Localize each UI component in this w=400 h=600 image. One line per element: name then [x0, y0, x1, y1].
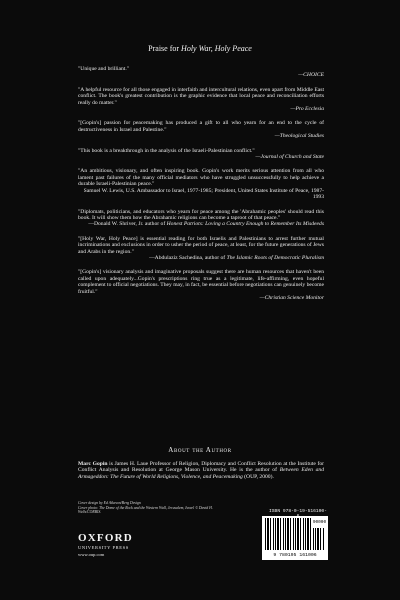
publisher-press: UNIVERSITY PRESS — [78, 545, 129, 550]
praise-heading-prefix: Praise for — [148, 44, 182, 53]
quote-attribution — [78, 255, 324, 261]
publisher-name: OXFORD — [78, 532, 133, 544]
quote-attribution: —CHOICE — [298, 72, 324, 79]
quote-attribution-author: —Donald W. Shriver, Jr. author of — [88, 221, 167, 228]
quote-text: "[Gopin's] passion for peacemaking has produced a gift to all who yearn for an end to the cycle of destructiveness in Israel and Palestine." — [78, 120, 324, 133]
quote — [78, 87, 324, 113]
barcode-number: 9 780195 161006 — [273, 553, 317, 558]
quote-attribution — [78, 221, 324, 227]
quote — [78, 269, 324, 301]
quote-attribution: —Pro Ecclesia — [290, 106, 324, 113]
quote-attribution: —Christian Science Monitor — [259, 294, 324, 301]
cover-design-credit: Cover design by Ed Atkeson/Berg Design — [78, 501, 141, 505]
publisher-logo — [78, 532, 158, 557]
quote — [78, 209, 324, 228]
praise-heading-title: Holy War, Holy Peace — [181, 44, 252, 53]
isbn-label: ISBN 978-0-19-516100- — [269, 509, 327, 514]
quote-attribution: —Journal of Church and State — [255, 154, 324, 161]
quote-attribution-book: The Islamic Roots of Democratic Pluralism — [226, 254, 324, 261]
publisher-url[interactable]: www.oup.com — [78, 552, 105, 557]
praise-quotes — [78, 66, 324, 309]
quote-attribution: —Theological Studies — [274, 133, 324, 140]
about-author-heading: About the Author — [168, 446, 232, 454]
quote-text: "This book is a breakthrough in the analysis of the Israeli-Palestinian conflict." — [78, 147, 255, 154]
quote-text: "A helpful resource for all those engaged in interfaith and intercultural relations, even apart from Middle East conflict. The book's greatest contribution is the graphic evidence that local peace and reconciliation efforts really do matter." — [78, 86, 324, 106]
author-name: Marc Gopin — [78, 461, 108, 467]
praise-heading — [0, 44, 400, 53]
quote — [78, 236, 324, 262]
quote-attribution: Samuel W. Lewis, U.S. Ambassador to Israel, 1977-1985; President, United States Institute of Peace, 1987-1993 — [83, 187, 324, 201]
quote-text: "An ambitious, visionary, and often inspiring book. Gopin's work merits serious attention from all who lament past failures of the many official mediators who have struggled unsuccessfully to help achieve a durable Israeli-Palestinian peace." — [78, 168, 324, 188]
quote-text: "[Gopin's] visionary analysis and imaginative proposals suggest there are human resources that haven't been called upon adequately...Gopin's prescriptions ring true as a legitimate, life-affirming, even hopeful complement to official negotiations. They may, in fact, be essential before negotiations can genuinely become fruitful." — [78, 269, 324, 295]
cover-credits — [78, 501, 228, 515]
quote-text: "Diplomats, politicians, and educators who yearn for peace among the 'Abrahamic peoples' should read this book. It will show them how the Abrahamic religions can become a taproot of that peace." — [78, 208, 324, 221]
quote — [78, 120, 324, 139]
quote-text: "Unique and brilliant." — [78, 66, 130, 72]
about-author-text — [78, 461, 324, 480]
quote — [78, 168, 324, 200]
quote-attribution-author: —Abdulaziz Sachedina, author of — [149, 254, 227, 261]
price-code: 90000 — [312, 518, 327, 528]
author-bio: is James H. Laue Professor of Religion, Diplomacy and Conflict Resolution at the Institute for Conflict Analysis and Resolution at George Mason University. He is the author of — [78, 461, 325, 474]
quote — [78, 148, 324, 161]
author-book-title: Between Eden and Armageddon: The Future of World Religions, Violence, and Peacemaking — [78, 467, 324, 480]
cover-photo-credit: Cover photo: The Dome of the Rock and the Western Wall, Jerusalem, Israel © David H. Wells/CORBIS. — [78, 505, 213, 515]
quote-text: "[Holy War, Holy Peace] is essential reading for both Israelis and Palestinians to arrest further mutual incriminations and exclusions in order to usher the period of peace, at least, for the future generations of Jews and Arabs in the region." — [78, 235, 324, 255]
quote-attribution-book: Honest Patriots: Loving a Country Enough to Remember Its Misdeeds — [166, 221, 324, 228]
author-book-publisher: (OUP, 2000). — [242, 473, 274, 480]
quote — [78, 66, 324, 79]
